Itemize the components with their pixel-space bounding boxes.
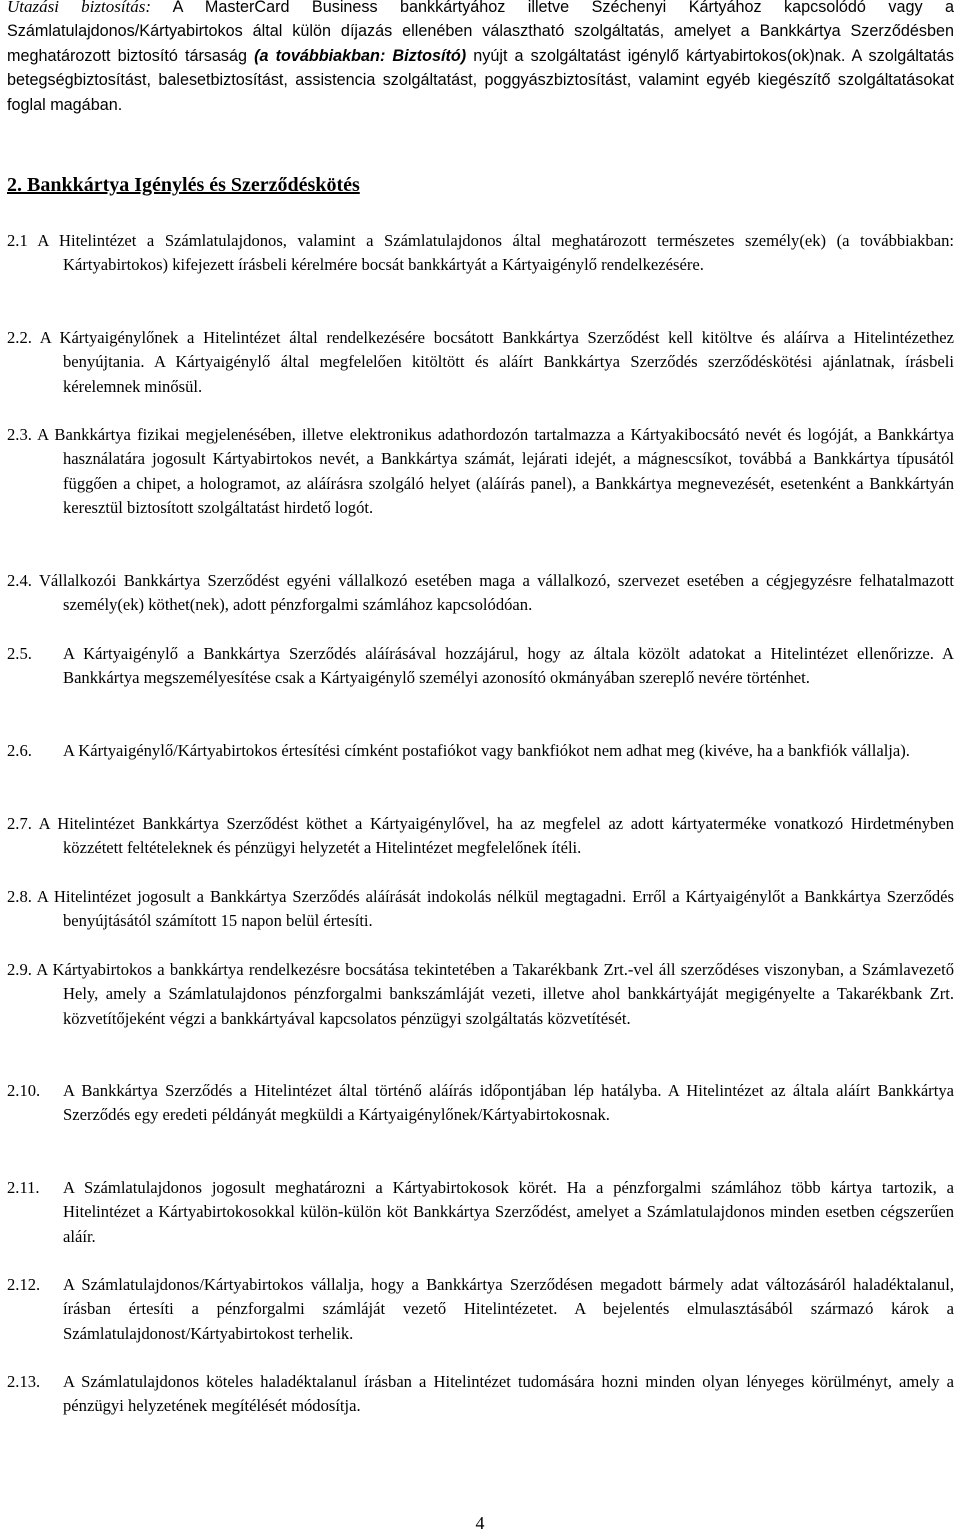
section-item-2-7 (7, 812, 954, 861)
section-item-2-4 (7, 569, 954, 618)
item-number: 2.8. (7, 887, 32, 906)
item-number: 2.13. (7, 1372, 41, 1391)
item-text: A Kártyaigénylőnek a Hitelintézet által rendelkezésére bocsátott Bankkártya Szerződést kell kitöltve és aláírva a Hitelintézethez benyújtania. A Kártyaigénylő által megfelelően kitöltött és aláírt Bankkártya Szerződés szerződéskötési ajánlatnak, írásbeli kérelemnek minősül. (39, 328, 955, 396)
item-text: Vállalkozói Bankkártya Szerződést egyéni vállalkozó esetében maga a vállalkozó, szervezet esetében a cégjegyzésre felhatalmazott személy(ek) köthet(nek), adott pénzforgalmi számlához kapcsolódóan. (38, 571, 954, 615)
section-item-2-11 (7, 1176, 954, 1249)
item-number: 2.1 (7, 231, 28, 250)
section-heading: 2. Bankkártya Igénylés és Szerződéskötés (7, 174, 360, 196)
item-number: 2.9. (7, 960, 32, 979)
item-number: 2.11. (7, 1178, 40, 1197)
item-text: A Számlatulajdonos jogosult meghatározni a Kártyabirtokosok körét. Ha a pénzforgalmi számlához több kártya tartozik, a Hitelintézet a Kártyabirtokosokkal külön-külön köt Bankkártya Szerződést, amelyet a Számlatulajdonos minden esetben cégszerűen aláír. (63, 1178, 954, 1246)
intro-label: Utazási biztosítás: (7, 0, 152, 16)
item-number: 2.6. (7, 741, 32, 760)
item-text: A Kártyaigénylő/Kártyabirtokos értesítési címként postafiókot vagy bankfiókot nem adhat meg (kivéve, ha a bankfiók vállalja). (63, 741, 910, 760)
item-text: A Számlatulajdonos köteles haladéktalanul írásban a Hitelintézet tudomására hozni minden olyan lényeges körülményt, amely a pénzügyi helyzetének megítélését módosítja. (63, 1372, 954, 1416)
item-number: 2.5. (7, 644, 32, 663)
item-text: A Kártyaigénylő a Bankkártya Szerződés aláírásával hozzájárul, hogy az általa közölt adatokat a Hitelintézet ellenőrizze. A Bankkártya megszemélyesítése csak a Kártyaigénylő személyi azonosító okmányában szereplő nevére történhet. (63, 644, 954, 688)
section-item-2-5 (7, 642, 954, 691)
intro-paragraph (7, 0, 954, 117)
section-item-2-6 (7, 739, 954, 763)
intro-text-b: nyújt a szolgáltatást igénylő kártyabirtokos(ok)nak. A szolgáltatás betegségbiztosítást, balesetbiztosítást, assistencia szolgáltatást, poggyászbiztosítást, valamint egyéb kiegészítő szolgáltatásokat foglal magában. (7, 46, 955, 114)
item-number: 2.4. (7, 571, 32, 590)
item-text: A Hitelintézet jogosult a Bankkártya Szerződés aláírását indokolás nélkül megtagadni. Erről a Kártyaigénylőt a Bankkártya Szerződés benyújtásától számított 15 napon belül értesíti. (36, 887, 954, 931)
section-item-2-12 (7, 1273, 954, 1346)
item-number: 2.7. (7, 814, 32, 833)
intro-emphasis: (a továbbiakban: Biztosító) (254, 46, 467, 65)
section-item-2-1 (7, 229, 954, 278)
page-number: 4 (475, 1513, 485, 1533)
item-text: A Hitelintézet Bankkártya Szerződést köthet a Kártyaigénylővel, ha az megfelel az adott kártyaterméke vonatkozó Hirdetményben közzétett feltételeknek és pénzügyi helyzetét a Hitelintézet megfelelőnek ítéli. (38, 814, 954, 858)
section-item-2-8 (7, 885, 954, 934)
section-item-2-3 (7, 423, 954, 521)
item-number: 2.12. (7, 1275, 41, 1294)
section-item-2-13 (7, 1370, 954, 1419)
item-number: 2.2. (7, 328, 32, 347)
intro-text-a: A MasterCard Business bankkártyához illetve Széchenyi Kártyához kapcsolódó vagy a Számlatulajdonos/Kártyabirtokos által külön díjazás ellenében választható szolgáltatás, amelyet a Bankkártya Szerződésben meghatározott biztosító társaság (7, 0, 954, 65)
item-number: 2.3. (7, 425, 32, 444)
section-item-2-9 (7, 958, 954, 1031)
item-text: A Bankkártya Szerződés a Hitelintézet által történő aláírás időpontjában lép hatályba. A Hitelintézet az általa aláírt Bankkártya Szerződés egy eredeti példányát megküldi a Kártyaigénylőnek/Kártyabirtokosnak. (63, 1081, 954, 1125)
item-text: A Bankkártya fizikai megjelenésében, illetve elektronikus adathordozón tartalmazza a Kártyakibocsátó nevét és logóját, a Bankkártya használatára jogosult Kártyabirtokos nevét, a Bankkártya számát, lejárati idejét, a mágnescsíkot, továbbá a Bankkártya típusától függően a chipet, a hologramot, az aláírásra szolgáló helyet (aláírás panel), a Bankkártya megnevezését, esetenként a Bankkártyán keresztül biztosított szolgáltatást hirdető logót. (37, 425, 955, 518)
item-text: A Kártyabirtokos a bankkártya rendelkezésre bocsátása tekintetében a Takarékbank Zrt.-vel áll szerződéses viszonyban, a Számlavezető Hely, amely a Számlatulajdonos pénzforgalmi bankszámláját vezeti, illetve ahol bankkártyáját megigényelte a Takarékbank Zrt. közvetítőjeként végzi a bankkártyával kapcsolatos pénzügyi szolgáltatás közvetítését. (36, 960, 954, 1028)
item-text: A Hitelintézet a Számlatulajdonos, valamint a Számlatulajdonos által meghatározott természetes személy(ek) (a továbbiakban: Kártyabirtokos) kifejezett írásbeli kérelmére bocsát bankkártyát a Kártyaigénylő rendelkezésére. (37, 231, 954, 275)
section-item-2-10 (7, 1079, 954, 1128)
section-item-2-2 (7, 326, 954, 399)
item-number: 2.10. (7, 1081, 41, 1100)
item-text: A Számlatulajdonos/Kártyabirtokos vállalja, hogy a Bankkártya Szerződésen megadott bármely adat változásáról haladéktalanul, írásban értesíti a pénzforgalmi számláját vezető Hitelintézetet. A bejelentés elmulasztásából származó károk a Számlatulajdonost/Kártyabirtokost terhelik. (63, 1275, 954, 1343)
